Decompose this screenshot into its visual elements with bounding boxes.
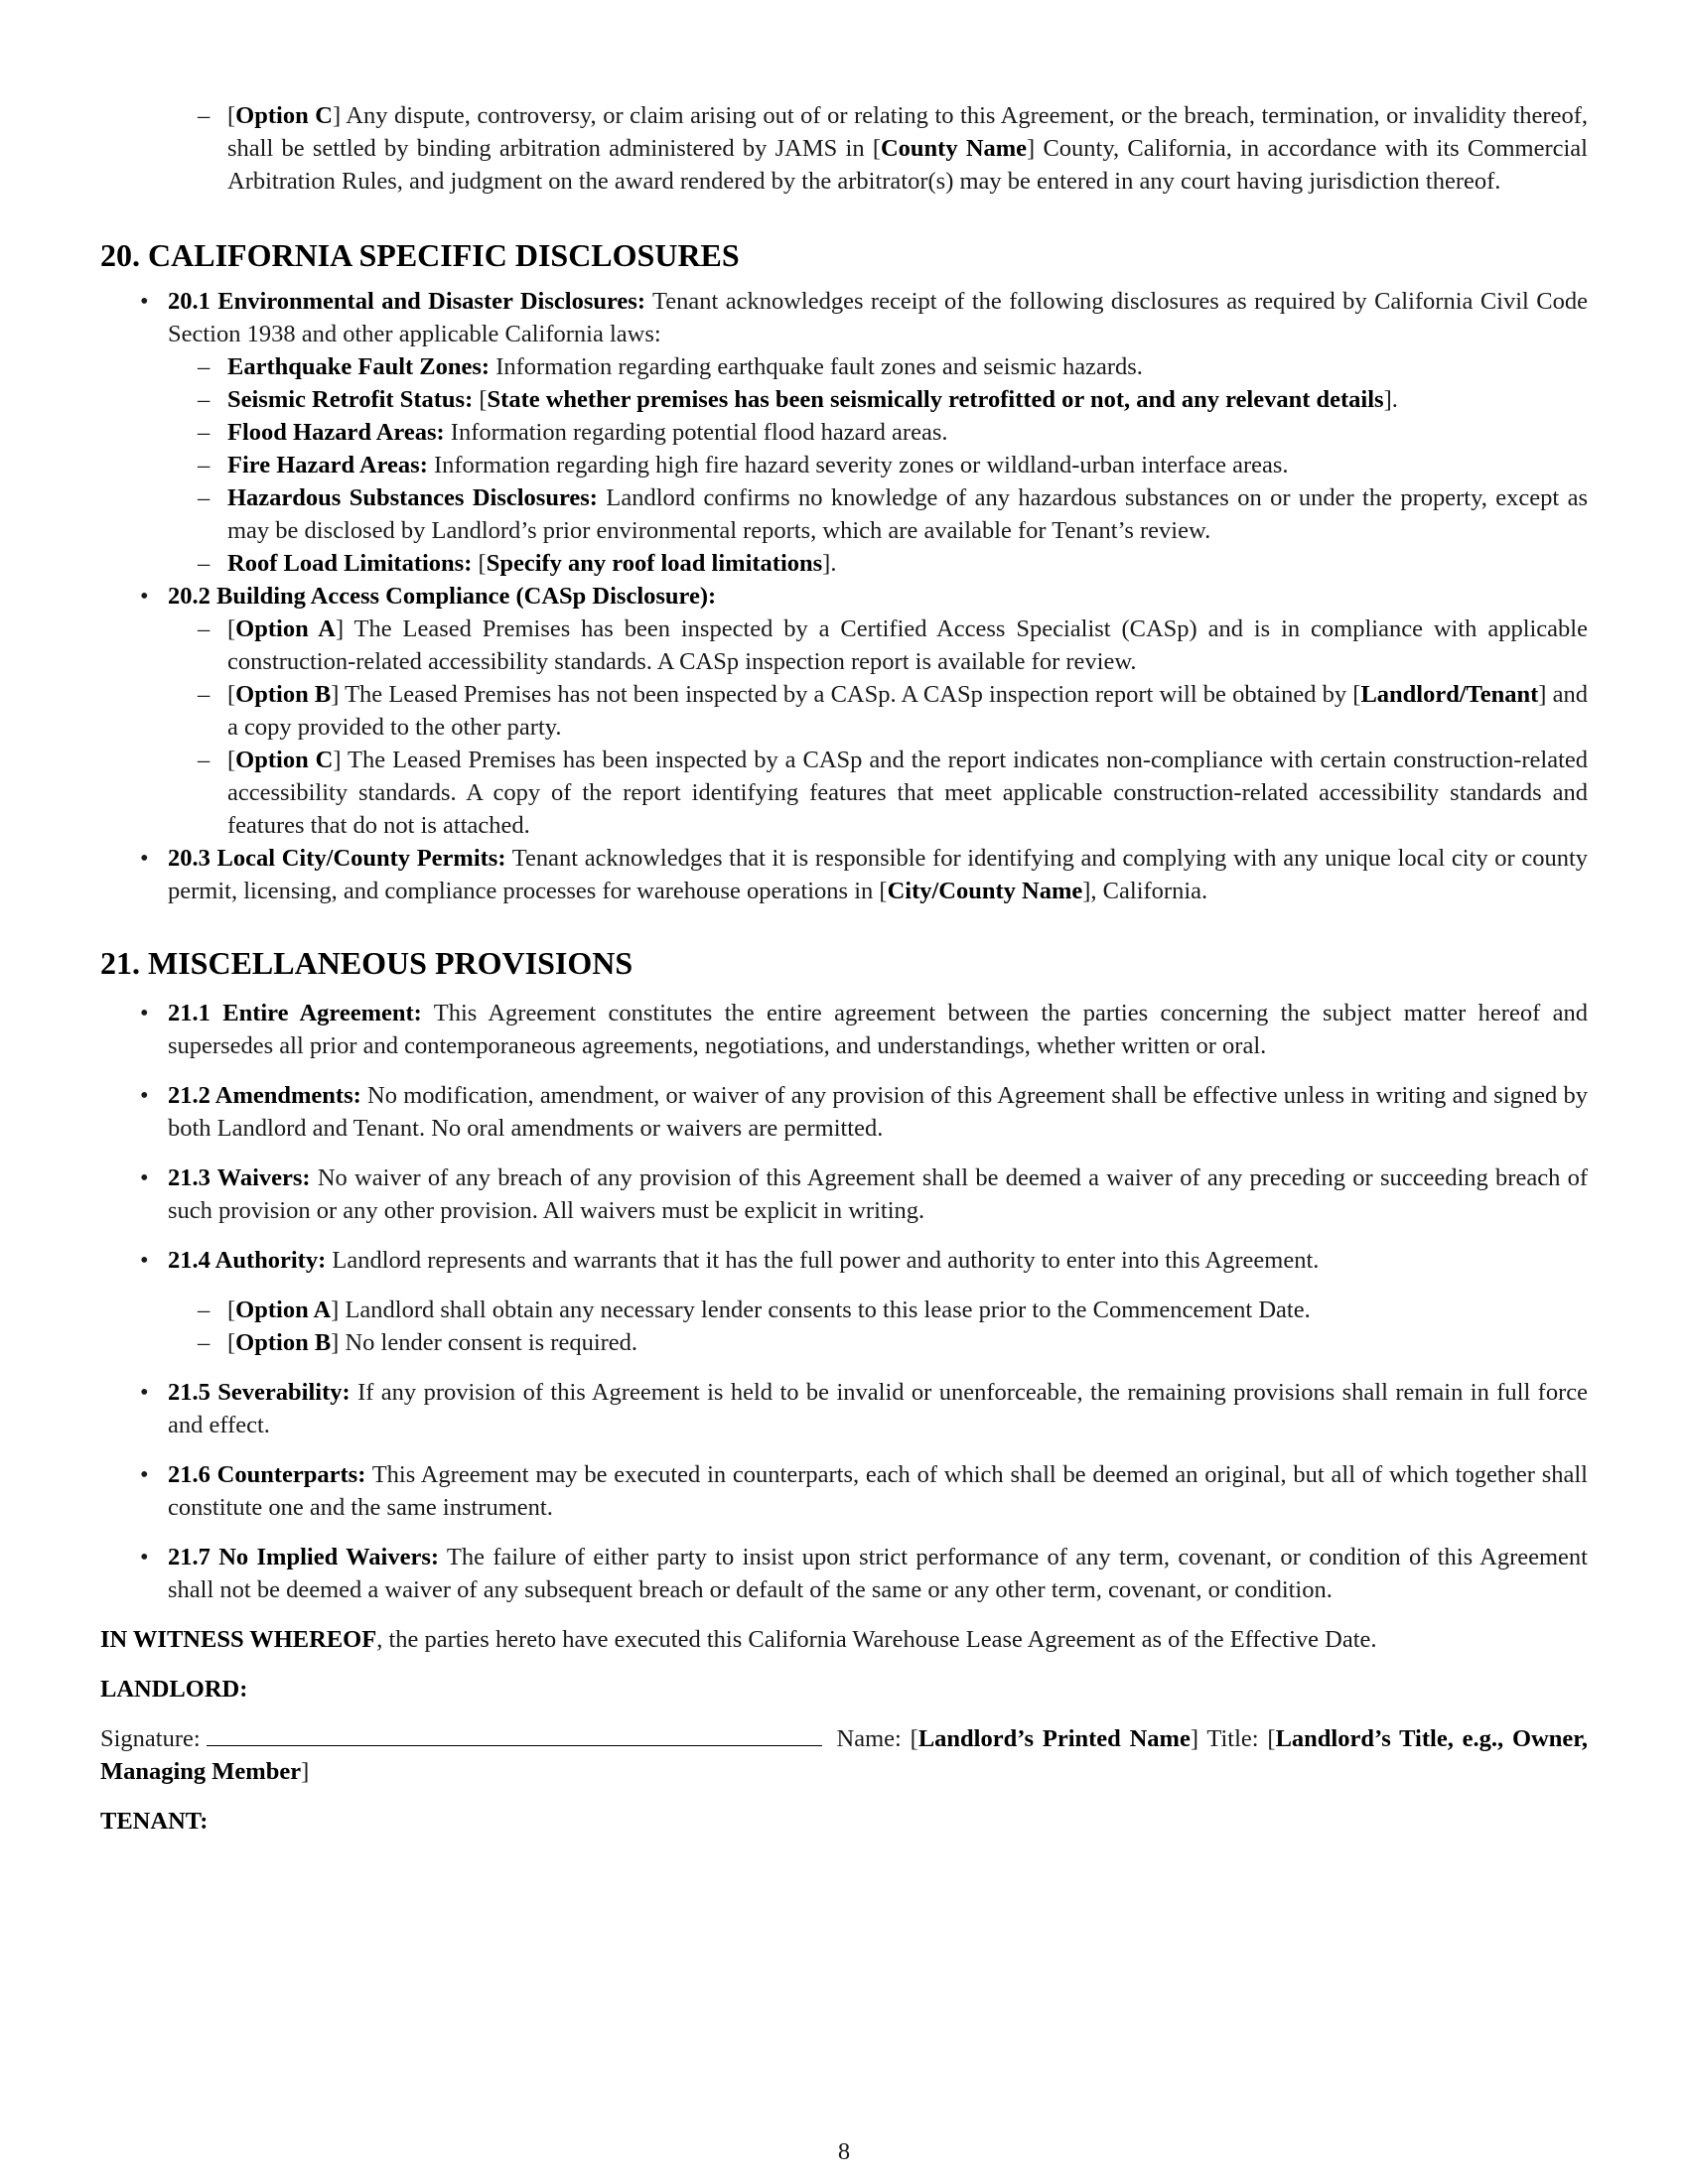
env-item: – Roof Load Limitations: [Specify any roof load limitations]. xyxy=(227,547,1588,580)
arbitration-option-list xyxy=(100,99,1588,198)
env-item: – Seismic Retrofit Status: [State whether premises has been seismically retrofitted or not, and any relevant details]. xyxy=(227,383,1588,416)
provision-item: • 21.6 Counterparts: This Agreement may be executed in counterparts, each of which shall be deemed an original, but all of which together shall constitute one and the same instrument. xyxy=(168,1458,1588,1524)
env-item: – Flood Hazard Areas: Information regarding potential flood hazard areas. xyxy=(227,416,1588,449)
section-20-heading: 20. CALIFORNIA SPECIFIC DISCLOSURES xyxy=(100,237,740,273)
casp-option-a: – [Option A] The Leased Premises has been inspected by a Certified Access Specialist (CASp) and is in compliance with applicable construction-related accessibility standards. A CASp inspection report is available for review. xyxy=(227,613,1588,678)
provision-item: • 21.1 Entire Agreement: This Agreement constitutes the entire agreement between the parties concerning the subject matter hereof and supersedes all prior and contemporaneous agreements, negotiations, and understandings, whether written or oral. xyxy=(168,997,1588,1062)
disclosure-environmental: • 20.1 Environmental and Disaster Disclosures: Tenant acknowledges receipt of the following disclosures as required by California Civil Code Section 1938 and other applicable California laws: – Earthquake Fault Zones: Information regarding earthquake fault zones and seismic hazards. – Seismic Retrofit Status: [State whether premises has been seismically retrofitted or not, and any relevant details]. – Flood Hazard Areas: Information regarding potential flood hazard areas. – Fire Hazard Areas: Information regarding high fire hazard severity zones or wildland-urban interface areas. – Hazardous Substances Disclosures: Landlord confirms no knowledge of any hazardous substances on or under the property, except as may be disclosed by Landlord’s prior environmental reports, which are available for Tenant’s review. – Roof Load Limitations: [Specify any roof load limitations]. xyxy=(168,285,1588,580)
page-number: 8 xyxy=(837,2138,851,2165)
env-item: – Hazardous Substances Disclosures: Landlord confirms no knowledge of any hazardous substances on or under the property, except as may be disclosed by Landlord’s prior environmental reports, which are available for Tenant’s review. xyxy=(227,481,1588,547)
section-21-list xyxy=(100,997,1588,1606)
tenant-heading: TENANT: xyxy=(100,1808,209,1835)
casp-options xyxy=(168,613,1588,842)
provision-item: • 21.5 Severability: If any provision of this Agreement is held to be invalid or unenforceable, the remaining provisions shall remain in full force and effect. xyxy=(168,1376,1588,1441)
provision-item: • 21.7 No Implied Waivers: The failure of either party to insist upon strict performance of any term, covenant, or condition of this Agreement shall not be deemed a waiver of any subsequent breach or default of the same or any other term, covenant, or condition. xyxy=(168,1541,1588,1606)
environmental-items xyxy=(168,350,1588,580)
authority-option-a: – [Option A] Landlord shall obtain any necessary lender consents to this lease prior to the Commencement Date. xyxy=(227,1294,1588,1326)
section-21-heading: 21. MISCELLANEOUS PROVISIONS xyxy=(100,945,633,981)
section-20-list xyxy=(100,285,1588,907)
disclosure-casp: • 20.2 Building Access Compliance (CASp Disclosure): – [Option A] The Leased Premises has been inspected by a Certified Access Specialist (CASp) and is in compliance with applicable construction-related accessibility standards. A CASp inspection report is available for review. – [Option B] The Leased Premises has not been inspected by a CASp. A CASp inspection report will be obtained by [Landlord/Tenant] and a copy provided to the other party. – [Option C] The Leased Premises has been inspected by a CASp and the report indicates non-compliance with certain construction-related accessibility standards. A copy of the report identifying features that meet applicable construction-related accessibility standards and features that do not is attached. xyxy=(168,580,1588,842)
env-item: – Earthquake Fault Zones: Information regarding earthquake fault zones and seismic hazards. xyxy=(227,350,1588,383)
disclosure-permits: • 20.3 Local City/County Permits: Tenant acknowledges that it is responsible for identifying and complying with any unique local city or county permit, licensing, and compliance processes for warehouse operations in [City/County Name], California. xyxy=(168,842,1588,907)
authority-options xyxy=(168,1294,1588,1359)
authority-option-b: – [Option B] No lender consent is required. xyxy=(227,1326,1588,1359)
casp-option-c: – [Option C] The Leased Premises has been inspected by a CASp and the report indicates non-compliance with certain construction-related accessibility standards. A copy of the report identifying features that meet applicable construction-related accessibility standards and features that do not is attached. xyxy=(227,744,1588,842)
casp-option-b: – [Option B] The Leased Premises has not been inspected by a CASp. A CASp inspection report will be obtained by [Landlord/Tenant] and a copy provided to the other party. xyxy=(227,678,1588,744)
provision-item: • 21.4 Authority: Landlord represents and warrants that it has the full power and authority to enter into this Agreement. – [Option A] Landlord shall obtain any necessary lender consents to this lease prior to the Commencement Date. – [Option B] No lender consent is required. xyxy=(168,1244,1588,1359)
landlord-heading: LANDLORD: xyxy=(100,1676,248,1703)
page-content xyxy=(100,99,1588,1838)
env-item: – Fire Hazard Areas: Information regarding high fire hazard severity zones or wildland-urban interface areas. xyxy=(227,449,1588,481)
signature-field[interactable] xyxy=(207,1725,822,1746)
arbitration-option-c: – [Option C] Any dispute, controversy, or claim arising out of or relating to this Agreement, or the breach, termination, or invalidity thereof, shall be settled by binding arbitration administered by JAMS in [County Name] County, California, in accordance with its Commercial Arbitration Rules, and judgment on the award rendered by the arbitrator(s) may be entered in any court having jurisdiction thereof. xyxy=(227,99,1588,198)
witness-paragraph: IN WITNESS WHEREOF, the parties hereto have executed this California Warehouse Lease Agreement as of the Effective Date. xyxy=(100,1626,1377,1653)
provision-item: • 21.2 Amendments: No modification, amendment, or waiver of any provision of this Agreement shall be effective unless in writing and signed by both Landlord and Tenant. No oral amendments or waivers are permitted. xyxy=(168,1079,1588,1145)
provision-item: • 21.3 Waivers: No waiver of any breach of any provision of this Agreement shall be deemed a waiver of any preceding or succeeding breach of such provision or any other provision. All waivers must be explicit in writing. xyxy=(168,1161,1588,1227)
landlord-signature-line: Signature: Name: [Landlord’s Printed Name] Title: [Landlord’s Title, e.g., Owner, Managing Member] xyxy=(100,1725,1588,1785)
